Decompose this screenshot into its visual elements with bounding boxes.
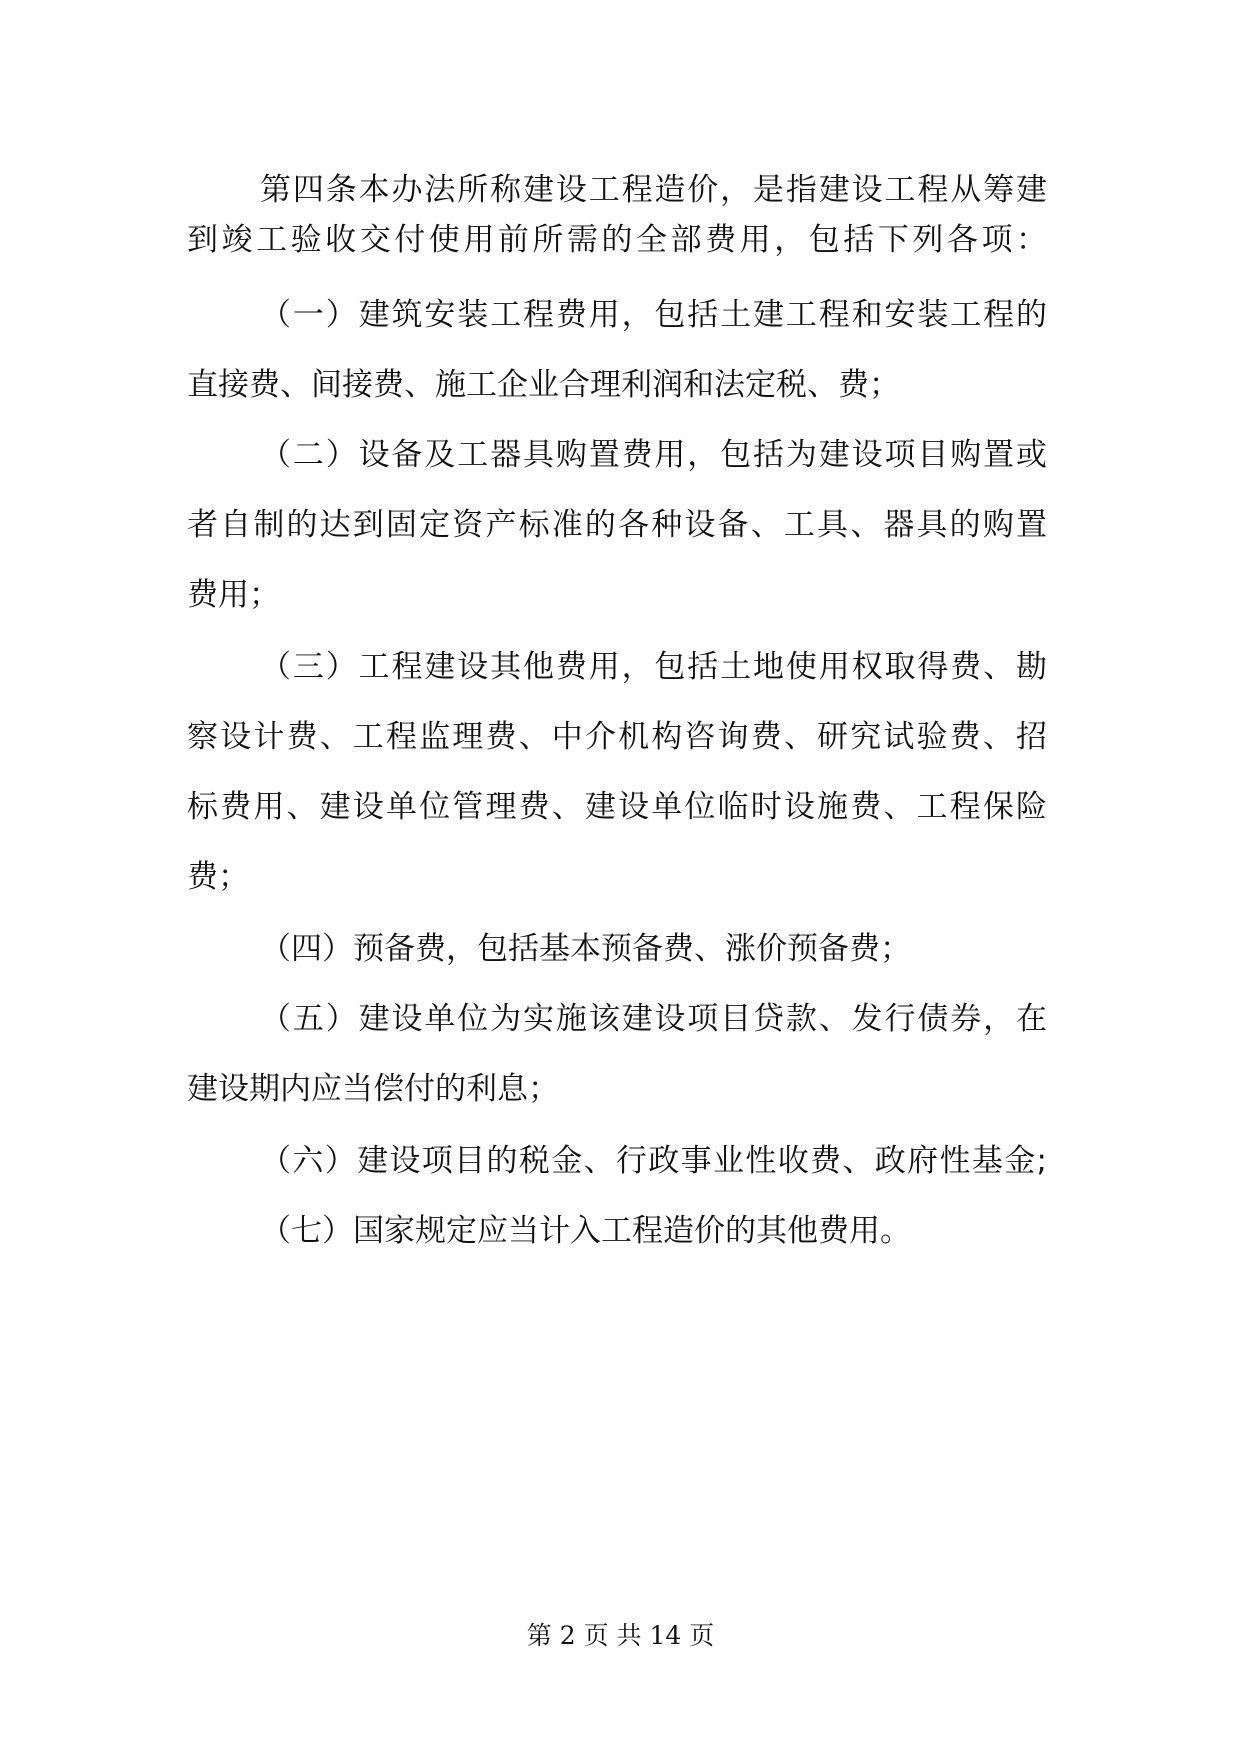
item-3-line-3: 标费用、建设单位管理费、建设单位临时设施费、工程保险 (187, 789, 1047, 825)
item-7-line-1: （七）国家规定应当计入工程造价的其他费用。 (260, 1213, 911, 1249)
item-5-line-1: （五）建设单位为实施该建设项目贷款、发行债券，在 (260, 1001, 1047, 1037)
item-6-line-1: （六）建设项目的税金、行政事业性收费、政府性基金; (260, 1143, 1047, 1179)
item-2-line-3: 费用； (187, 577, 280, 613)
item-2-line-2: 者自制的达到固定资产标准的各种设备、工具、器具的购置 (187, 507, 1047, 543)
page-number-footer: 第 2 页 共 14 页 (526, 1621, 715, 1650)
paragraph-article-4-line-2: 到竣工验收交付使用前所需的全部费用，包括下列各项： (187, 222, 1047, 258)
item-4-line-1: （四）预备费，包括基本预备费、涨价预备费； (260, 931, 911, 967)
item-2-line-1: （二）设备及工器具购置费用，包括为建设项目购置或 (260, 437, 1047, 473)
item-1-line-1: （一）建筑安装工程费用，包括土建工程和安装工程的 (260, 297, 1047, 333)
paragraph-article-4-line-1: 第四条本办法所称建设工程造价，是指建设工程从筹建 (260, 172, 1047, 208)
item-3-line-4: 费； (187, 859, 249, 895)
item-3-line-2: 察设计费、工程监理费、中介机构咨询费、研究试验费、招 (187, 719, 1047, 755)
item-1-line-2: 直接费、间接费、施工企业合理利润和法定税、费； (187, 367, 900, 403)
item-3-line-1: （三）工程建设其他费用，包括土地使用权取得费、勘 (260, 649, 1047, 685)
item-5-line-2: 建设期内应当偿付的利息； (187, 1071, 559, 1107)
